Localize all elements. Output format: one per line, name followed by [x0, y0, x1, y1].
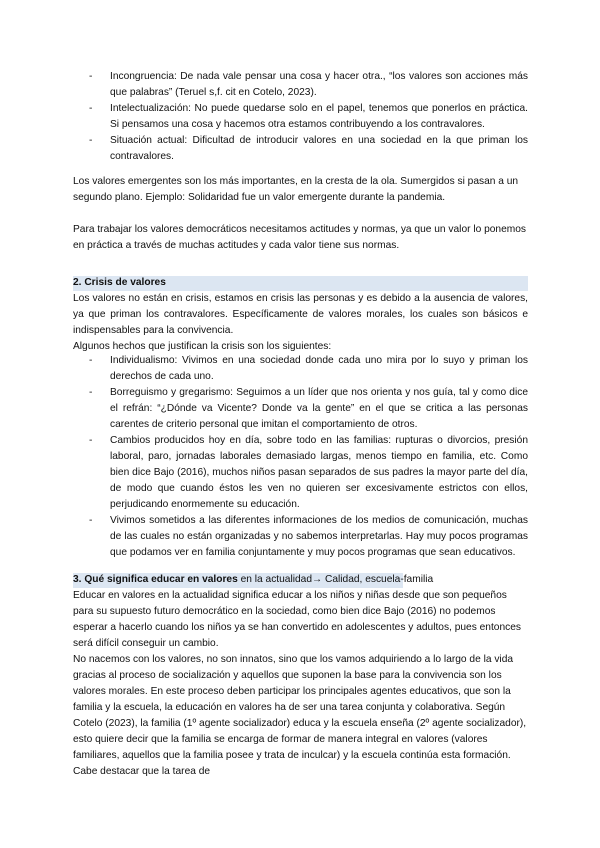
list-crisis-facts — [73, 353, 528, 561]
list-item — [73, 433, 528, 513]
paragraph-crisis-lead: Algunos hechos que justifican la crisis son los siguientes: — [73, 341, 332, 352]
bullet-dash: - — [89, 355, 93, 366]
list-item — [73, 101, 528, 133]
list-item-text: Vivimos sometidos a las diferentes informaciones de los medios de comunicación, muchas de las cuales no están organizadas y no sabemos interpretarlas. Hay muy pocos programas que podamos ver en familia conjuntamente y muy pocos programas que sean educativos. — [110, 515, 528, 558]
bullet-dash: - — [89, 103, 93, 114]
section-3-heading-bold: 3. Qué significa educar en valores — [73, 574, 238, 585]
paragraph-socialization: No nacemos con los valores, no son innatos, sino que los vamos adquiriendo a lo largo de la vida gracias al proceso de socialización y aquellos que suponen la base para la convivencia son los valores morales. En este proceso deben participar los principales agentes educativos, que son la familia y la escuela, la educación en valores ha de ser una tarea conjunta y colaborativa. Según Cotelo (2023), la familia (1º agente socializador) educa y la escuela enseña (2º agente socializador), esto quiere decir que la familia se encarga de formar de manera integral en valores (valores familiares, aquellos que la familia posee y trata de inculcar) y la escuela continúa esta formación. Cabe destacar que la tarea de — [73, 654, 527, 777]
list-item — [73, 513, 528, 561]
list-item-text: Individualismo: Vivimos en una sociedad donde cada uno mira por lo suyo y priman los derechos de cada uno. — [110, 355, 528, 382]
section-3-heading — [73, 572, 528, 588]
list-item — [73, 133, 528, 165]
list-value-obstacles — [73, 69, 528, 165]
bullet-dash: - — [89, 135, 93, 146]
paragraph-democratic-values: Para trabajar los valores democráticos necesitamos actitudes y normas, ya que un valor lo ponemos en práctica a través de muchas actitudes y cada valor tiene sus normas. — [73, 224, 527, 251]
bullet-dash: - — [89, 435, 93, 446]
list-item — [73, 353, 528, 385]
section-3-heading-rest: en la actualidad→ Calidad, escuela-familia — [237, 574, 434, 585]
paragraph-emergent-values: Los valores emergentes son los más importantes, en la cresta de la ola. Sumergidos si pasan a un segundo plano. Ejemplo: Solidaridad fue un valor emergente durante la pandemia. — [73, 176, 519, 203]
bullet-dash: - — [89, 387, 93, 398]
list-item — [73, 69, 528, 101]
list-item-text: Cambios producidos hoy en día, sobre todo en las familias: rupturas o divorcios, presión laboral, paro, jornadas laborales demasiado largas, menos tiempo en familia, etc. Como bien dice Bajo (2016), muchos niños pasan separados de sus padres la mayor parte del día, de modo que cuando éstos les ven no quieren ser excesivamente estrictos con ellos, perjudicando enormemente su educación. — [110, 435, 528, 510]
list-item-text: Situación actual: Dificultad de introducir valores en una sociedad en la que priman los contravalores. — [110, 135, 528, 162]
section-2-heading: 2. Crisis de valores — [73, 277, 166, 288]
paragraph-educating-values: Educar en valores en la actualidad significa educar a los niños y niñas desde que son pequeños para su supuesto futuro democrático en la sociedad, como bien dice Bajo (2016) no podemos esperar a hacerlo cuando los niños ya se han convertido en adolescentes y adultos, pues entonces será difícil conseguir un cambio. — [73, 590, 521, 649]
list-item-text: Borreguismo y gregarismo: Seguimos a un líder que nos orienta y nos guía, tal y como dice el refrán: “¿Dónde va Vicente? Donde va la gente” en el que se critica a las personas carentes de criterio personal que imitan el comportamiento de otros. — [110, 387, 528, 430]
bullet-dash: - — [89, 515, 93, 526]
list-item-text: Intelectualización: No puede quedarse solo en el papel, tenemos que ponerlos en práctica. Si pensamos una cosa y hacemos otra estamos contribuyendo a los contravalores. — [110, 103, 528, 130]
list-item — [73, 385, 528, 433]
bullet-dash: - — [89, 71, 93, 82]
list-item-text: Incongruencia: De nada vale pensar una cosa y hacer otra., “los valores son acciones más que palabras” (Teruel s,f. cit en Cotelo, 2023). — [110, 71, 528, 98]
paragraph-crisis-intro: Los valores no están en crisis, estamos en crisis las personas y es debido a la ausencia de valores, ya que priman los contravalores. Específicamente de valores morales, los cuales son básicos e indispensables para la convivencia. — [73, 293, 528, 336]
